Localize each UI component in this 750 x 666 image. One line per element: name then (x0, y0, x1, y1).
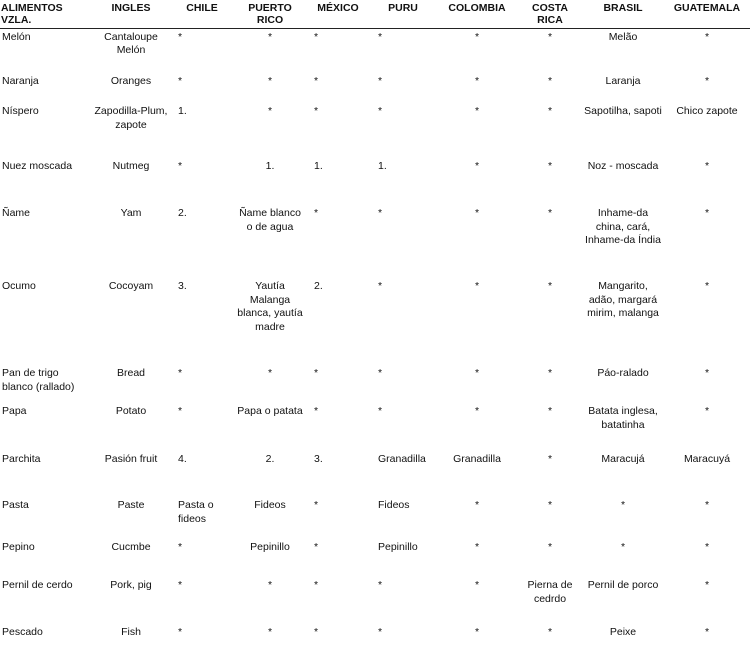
table-cell: * (314, 207, 319, 219)
table-cell: * (314, 541, 319, 553)
table-cell: * (378, 405, 383, 417)
table-cell: * (314, 75, 319, 87)
table-cell: Pan de trigo blanco (rallado) (2, 367, 75, 393)
table-cell: * (704, 541, 710, 553)
table-cell: * (474, 30, 480, 43)
table-cell: * (178, 367, 183, 379)
table-cell: 2. (178, 207, 187, 219)
table-cell: * (704, 207, 710, 219)
table-row (0, 497, 750, 539)
table-cell: * (547, 453, 553, 465)
table-cell: Papa (2, 405, 27, 417)
table-cell: * (547, 541, 553, 553)
table-cell: 1. (265, 160, 275, 172)
table-cell: Parchita (2, 453, 41, 465)
table-cell: Oranges (110, 75, 152, 87)
table-row (0, 158, 750, 205)
table-cell: Cantaloupe Melón (104, 30, 158, 56)
table-cell: Nuez moscada (2, 160, 73, 172)
table-cell: * (314, 499, 319, 511)
table-row (0, 205, 750, 278)
table-cell: Zapodilla-Plum, zapote (94, 105, 168, 131)
table-cell: * (704, 626, 710, 638)
header-cell: COLOMBIA (436, 0, 518, 28)
table-cell: * (378, 105, 383, 117)
table-cell: * (378, 207, 383, 219)
table-row (0, 103, 750, 158)
header-cell: ALIMENTOS VZLA. (0, 0, 92, 28)
table-cell: * (267, 105, 273, 117)
table-cell: * (474, 405, 480, 417)
table-cell: * (620, 541, 626, 553)
table-cell: * (178, 30, 183, 43)
table-cell: * (314, 579, 319, 591)
table-cell: Potato (115, 405, 147, 417)
table-cell: * (547, 405, 553, 417)
table-cell: * (474, 75, 480, 87)
table-cell: Ñame (2, 207, 31, 219)
table-cell: Laranja (605, 75, 641, 87)
table-cell: * (178, 579, 183, 591)
header-row (0, 0, 750, 28)
table-cell: 2. (265, 453, 275, 465)
table-cell: * (547, 207, 553, 219)
table-cell: 1. (178, 105, 187, 117)
header-cell: COSTA RICA (518, 0, 582, 28)
table-cell: * (704, 367, 710, 379)
table-cell: * (178, 75, 183, 87)
table-cell: * (178, 405, 183, 417)
header-cell: INGLES (92, 0, 170, 28)
table-cell: Pierna de cedrdo (527, 579, 573, 605)
table-cell: Maracujá (601, 453, 645, 465)
table-cell: * (378, 367, 383, 379)
table-cell: 1. (378, 160, 387, 172)
table-cell: Granadilla (378, 453, 426, 465)
table-cell: * (314, 405, 319, 417)
table-cell: Melón (2, 30, 31, 43)
table-cell: * (267, 30, 273, 43)
table-cell: 3. (314, 453, 323, 465)
table-cell: * (314, 367, 319, 379)
table-cell: * (474, 207, 480, 219)
table-cell: Cucmbe (111, 541, 151, 553)
table-cell: * (547, 499, 553, 511)
table-cell: Pepino (2, 541, 35, 553)
table-cell: Mangarito, adão, margará mirim, malanga (587, 280, 659, 319)
table-cell: Fideos (254, 499, 286, 511)
table-cell: Paste (117, 499, 145, 511)
table-cell: Pepinillo (250, 541, 290, 553)
table-cell: Papa o patata (237, 405, 303, 417)
table-cell: Batata inglesa, batatinha (588, 405, 658, 431)
table-cell: Pasta o fideos (178, 499, 214, 525)
table-cell: * (547, 367, 553, 379)
table-cell: Níspero (2, 105, 39, 117)
table-cell: * (474, 367, 480, 379)
table-cell: * (314, 626, 319, 638)
header-cell: CHILE (170, 0, 234, 28)
table-cell: * (474, 541, 480, 553)
table-cell: Pescado (2, 626, 43, 638)
table-cell: * (547, 626, 553, 638)
table-cell: * (378, 579, 383, 591)
table-cell: * (474, 160, 480, 172)
table-cell: Maracuyá (683, 453, 731, 465)
table-cell: Sapotilha, sapoti (584, 105, 662, 117)
table-row (0, 451, 750, 497)
table-cell: * (267, 367, 273, 379)
table-cell: Chico zapote (676, 105, 738, 117)
table-body (0, 28, 750, 654)
table-row (0, 28, 750, 73)
table-cell: * (704, 75, 710, 87)
table-cell: Pork, pig (110, 579, 152, 591)
table-row (0, 73, 750, 103)
table-cell: * (704, 499, 710, 511)
table-cell: * (474, 579, 480, 591)
table-cell: * (474, 499, 480, 511)
table-cell: * (547, 105, 553, 117)
table-cell: Pasión fruit (104, 453, 158, 465)
table-cell: Pernil de porco (587, 579, 659, 591)
header-cell: MÉXICO (306, 0, 370, 28)
table-cell: 3. (178, 280, 187, 292)
table-cell: Yam (120, 207, 142, 219)
table-cell: * (378, 75, 383, 87)
table-cell: * (267, 626, 273, 638)
table-cell: Pernil de cerdo (2, 579, 73, 591)
table-cell: Noz - moscada (587, 160, 659, 172)
table-cell: * (378, 280, 383, 292)
table-cell: * (620, 499, 626, 511)
table-cell: Inhame-da china, cará, Inhame-da Índia (585, 207, 661, 246)
table-cell: * (314, 105, 319, 117)
table-cell: * (178, 160, 183, 172)
table-cell: * (178, 626, 183, 638)
table-cell: * (704, 160, 710, 172)
table-cell: * (704, 579, 710, 591)
table-cell: Cocoyam (108, 280, 154, 292)
table-cell: Peixe (609, 626, 637, 638)
table-cell: Bread (116, 367, 146, 379)
table-cell: Yautía Malanga blanca, yautía madre (237, 280, 303, 333)
table-cell: Pepinillo (378, 541, 418, 553)
table-cell: * (547, 160, 553, 172)
table-cell: Fideos (378, 499, 410, 511)
table-cell: 1. (314, 160, 323, 172)
table-cell: * (704, 30, 710, 43)
table-cell: * (704, 405, 710, 417)
table-cell: * (178, 541, 183, 553)
table-cell: 2. (314, 280, 323, 292)
table-row (0, 365, 750, 403)
table-cell: Nutmeg (112, 160, 150, 172)
table-cell: Ñame blanco o de agua (239, 207, 301, 233)
table-cell: * (474, 280, 480, 292)
table-row (0, 577, 750, 624)
table-cell: * (314, 30, 319, 43)
table-cell: * (474, 626, 480, 638)
table-row (0, 403, 750, 451)
table-cell: Páo-ralado (597, 367, 649, 379)
table-cell: * (474, 105, 480, 117)
table-cell: * (378, 30, 383, 43)
table-cell: * (704, 280, 710, 292)
table-row (0, 278, 750, 365)
header-cell: PURU (370, 0, 436, 28)
table-cell: * (547, 30, 553, 43)
table-cell: * (547, 280, 553, 292)
table-cell: Pasta (2, 499, 29, 511)
table-cell: Melão (608, 30, 638, 43)
header-cell: BRASIL (582, 0, 664, 28)
table-cell: 4. (178, 453, 187, 465)
table-row (0, 539, 750, 577)
header-cell: PUERTO RICO (234, 0, 306, 28)
table-cell: Ocumo (2, 280, 36, 292)
header-cell: GUATEMALA (664, 0, 750, 28)
table-cell: Fish (121, 626, 141, 638)
table-cell: * (267, 75, 273, 87)
table-cell: * (378, 626, 383, 638)
table-cell: * (547, 75, 553, 87)
table-cell: * (267, 579, 273, 591)
table-row (0, 624, 750, 654)
table-cell: Naranja (2, 75, 39, 87)
table-cell: Granadilla (453, 453, 501, 465)
